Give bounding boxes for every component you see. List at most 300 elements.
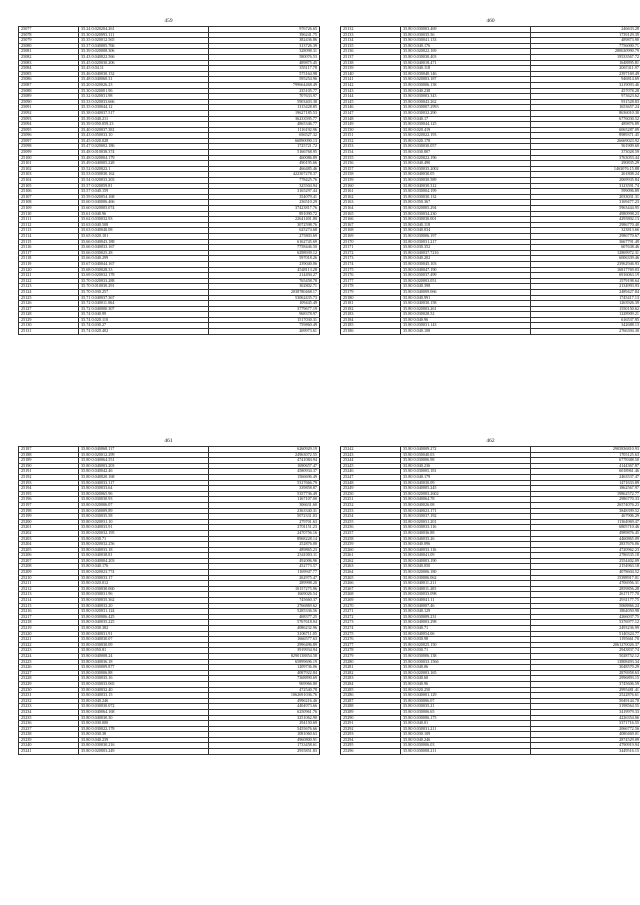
row-id-cell: 25226 bbox=[19, 665, 79, 671]
row-value-cell: 973623.62 bbox=[531, 94, 640, 100]
row-code-cell: 35.66 0.040.299 bbox=[79, 256, 209, 262]
row-id-cell: 25148 bbox=[341, 116, 401, 122]
row-code-cell: 35.80 0.050.367 bbox=[401, 200, 531, 206]
row-id-cell: 25188 bbox=[19, 452, 79, 458]
row-value-cell: 580076.53 bbox=[209, 54, 320, 60]
row-value-cell: 252876.00 bbox=[209, 542, 320, 548]
row-id-cell: 25240 bbox=[19, 743, 79, 749]
row-value-cell: 3123591.74 bbox=[531, 183, 640, 189]
page-number: 462 bbox=[486, 438, 495, 444]
row-code-cell: 35.66 0.040033.167 bbox=[79, 245, 209, 251]
row-value-cell: 575164.98 bbox=[209, 71, 320, 77]
row-code-cell: 35.60 0.040006.466 bbox=[79, 200, 209, 206]
row-value-cell: 1648895.81 bbox=[531, 60, 640, 66]
row-id-cell: 25277 bbox=[341, 642, 401, 648]
row-id-cell: 25242 bbox=[341, 447, 401, 453]
row-id-cell: 25100 bbox=[19, 155, 79, 161]
row-value-cell: 306631.60 bbox=[209, 502, 320, 508]
row-value-cell: 3919934.94 bbox=[209, 648, 320, 654]
row-id-cell: 25204 bbox=[19, 542, 79, 548]
row-id-cell: 25229 bbox=[19, 681, 79, 687]
row-value-cell: 325504.94 bbox=[209, 183, 320, 189]
row-value-cell: 13808493.34 bbox=[531, 659, 640, 665]
row-code-cell: 35.80 0.040033.117 bbox=[79, 480, 209, 486]
row-value-cell: 2996496.89 bbox=[209, 642, 320, 648]
row-code-cell: 35.80 0.040035.225 bbox=[79, 620, 209, 626]
row-id-cell: 25105 bbox=[19, 183, 79, 189]
row-value-cell: 36233595.77 bbox=[209, 116, 320, 122]
row-value-cell: 607638.46 bbox=[531, 245, 640, 251]
row-id-cell: 25153 bbox=[341, 144, 401, 150]
row-value-cell: 2986770.40 bbox=[531, 222, 640, 228]
row-code-cell: 35.43 0.050033.10 bbox=[79, 133, 209, 139]
row-value-cell: 2617177.70 bbox=[531, 592, 640, 598]
row-code-cell: 35.80 0.030003.343 bbox=[401, 94, 531, 100]
row-value-cell: 4960800.91 bbox=[209, 737, 320, 743]
row-id-cell: 25113 bbox=[19, 228, 79, 234]
row-value-cell: 472540.78 bbox=[209, 687, 320, 693]
row-id-cell: 25185 bbox=[341, 323, 401, 329]
row-code-cell: 35.80 0.040064.78 bbox=[401, 497, 531, 503]
row-value-cell: 15398917.01 bbox=[531, 575, 640, 581]
row-id-cell: 25120 bbox=[19, 267, 79, 273]
row-code-cell: 35.24 0.020204.261 bbox=[79, 27, 209, 33]
row-value-cell: 467906.29 bbox=[531, 514, 640, 520]
row-code-cell: 35.35 0.030044.12 bbox=[79, 105, 209, 111]
row-id-cell: 25101 bbox=[19, 161, 79, 167]
row-code-cell: 35.80 0.030005.181 bbox=[401, 469, 531, 475]
data-table bbox=[18, 446, 320, 755]
row-id-cell: 25128 bbox=[19, 312, 79, 318]
row-id-cell: 25191 bbox=[19, 469, 79, 475]
row-value-cell: 3251062.90 bbox=[209, 715, 320, 721]
row-id-cell: 25182 bbox=[341, 306, 401, 312]
row-code-cell: 35.30 0.020001.96 bbox=[79, 88, 209, 94]
row-code-cell: 35.80 0.040.96 bbox=[401, 317, 531, 323]
row-value-cell: 489865.23 bbox=[209, 547, 320, 553]
row-value-cell: 7758446.50 bbox=[209, 245, 320, 251]
row-id-cell: 25202 bbox=[19, 530, 79, 536]
row-id-cell: 25213 bbox=[19, 592, 79, 598]
row-code-cell: 35.80 0.040054.06 bbox=[401, 631, 531, 637]
row-code-cell: 35.80 0.030006.88 bbox=[79, 670, 209, 676]
row-value-cell: 759860.49 bbox=[209, 323, 320, 329]
row-id-cell: 25238 bbox=[19, 732, 79, 738]
row-code-cell: 35.80 0.040.17 bbox=[401, 116, 531, 122]
row-value-cell: 262975.47 bbox=[209, 575, 320, 581]
page-number: 459 bbox=[164, 18, 173, 24]
row-id-cell: 25171 bbox=[341, 245, 401, 251]
row-code-cell: 35.80 0.040005.245 bbox=[401, 486, 531, 492]
row-id-cell: 25145 bbox=[341, 99, 401, 105]
row-id-cell: 25151 bbox=[341, 133, 401, 139]
row-code-cell: 35.80 0.030044.125 bbox=[401, 122, 531, 128]
row-value-cell: 597018.26 bbox=[209, 256, 320, 262]
row-code-cell: 35.80 0.040.176 bbox=[79, 564, 209, 570]
row-value-cell: 2363340.31 bbox=[209, 508, 320, 514]
row-id-cell: 25170 bbox=[341, 239, 401, 245]
row-id-cell: 25096 bbox=[19, 133, 79, 139]
row-value-cell: 452773.57 bbox=[209, 564, 320, 570]
row-code-cell: 35.80 0.030.352 bbox=[401, 245, 531, 251]
row-code-cell: 35.80 0.040009.066 bbox=[401, 289, 531, 295]
row-code-cell: 35.80 0.040068.117 bbox=[79, 447, 209, 453]
row-id-cell: 25212 bbox=[19, 586, 79, 592]
row-id-cell: 25257 bbox=[341, 530, 401, 536]
row-id-cell: 25177 bbox=[341, 278, 401, 284]
row-id-cell: 25161 bbox=[341, 189, 401, 195]
row-value-cell: 2876958.63 bbox=[531, 670, 640, 676]
row-id-cell: 25221 bbox=[19, 637, 79, 643]
row-value-cell: 23962946.93 bbox=[531, 261, 640, 267]
row-code-cell: 35.80 0.020025.150 bbox=[401, 642, 531, 648]
row-value-cell: 3106711.05 bbox=[209, 631, 320, 637]
row-id-cell: 25198 bbox=[19, 508, 79, 514]
page-459 bbox=[18, 16, 319, 335]
row-code-cell: 35.80 0.030006.138 bbox=[401, 82, 531, 88]
row-value-cell: 275803.69 bbox=[209, 233, 320, 239]
row-value-cell: 1579198.64 bbox=[531, 278, 640, 284]
row-value-cell: 595254.96 bbox=[209, 77, 320, 83]
row-code-cell: 35.80 0.040030.30 bbox=[79, 715, 209, 721]
page-number: 460 bbox=[486, 18, 495, 24]
row-value-cell: 313726.39 bbox=[209, 43, 320, 49]
row-id-cell: 25225 bbox=[19, 659, 79, 665]
row-id-cell: 25115 bbox=[19, 239, 79, 245]
row-code-cell: 35.80 0.030031.143 bbox=[401, 323, 531, 329]
row-code-cell: 35.80 0.040.490 bbox=[401, 161, 531, 167]
row-code-cell: 35.80 0.030035.21 bbox=[401, 704, 531, 710]
row-id-cell: 25254 bbox=[341, 514, 401, 520]
row-id-cell: 25124 bbox=[19, 289, 79, 295]
row-value-cell: 1228909.21 bbox=[531, 312, 640, 318]
row-id-cell: 25282 bbox=[341, 670, 401, 676]
row-code-cell: 35.80 0.030033.1566 bbox=[401, 659, 531, 665]
page-461 bbox=[18, 436, 319, 755]
row-code-cell: 35.80 0.030031.96 bbox=[79, 592, 209, 598]
row-id-cell: 25248 bbox=[341, 480, 401, 486]
row-code-cell: 35.80 0.030035.58 bbox=[79, 514, 209, 520]
row-code-cell: 35.80 0.020065.96 bbox=[79, 491, 209, 497]
row-value-cell: 5140324.77 bbox=[531, 631, 640, 637]
row-code-cell: 35.80 0.030030.09 bbox=[79, 642, 209, 648]
row-id-cell: 25162 bbox=[341, 194, 401, 200]
row-code-cell: 35.80 0.020003.187 bbox=[401, 77, 531, 83]
row-code-cell: 35.52 0.020022.1 bbox=[79, 166, 209, 172]
row-id-cell: 25233 bbox=[19, 704, 79, 710]
row-id-cell: 25141 bbox=[341, 77, 401, 83]
row-code-cell: 35.72 0.040000.307 bbox=[79, 306, 209, 312]
row-id-cell: 25209 bbox=[19, 570, 79, 576]
row-code-cell: 35.80 0.020.419 bbox=[401, 127, 531, 133]
row-code-cell: 35.46 0.040030.152 bbox=[79, 71, 209, 77]
row-id-cell: 25296 bbox=[341, 749, 401, 755]
row-value-cell: 460086.89 bbox=[209, 155, 320, 161]
row-code-cell: 35.80 0.040.050 bbox=[401, 564, 531, 570]
row-code-cell: 35.80 0.030030.216 bbox=[79, 743, 209, 749]
row-value-cell: 396241.75 bbox=[209, 32, 320, 38]
row-code-cell: 35.80 0.040.96 bbox=[401, 681, 531, 687]
row-value-cell: 2766394.30 bbox=[531, 329, 640, 335]
row-value-cell: 16817769.03 bbox=[531, 267, 640, 273]
row-value-cell: 5371716.55 bbox=[531, 721, 640, 727]
row-id-cell: 25090 bbox=[19, 99, 79, 105]
row-code-cell: 35.80 0.030022.178 bbox=[79, 726, 209, 732]
row-id-cell: 25126 bbox=[19, 301, 79, 307]
row-value-cell: 492006.96 bbox=[209, 558, 320, 564]
row-value-cell: 302802.71 bbox=[209, 284, 320, 290]
row-value-cell: 2134993.93 bbox=[531, 284, 640, 290]
row-id-cell: 25255 bbox=[341, 519, 401, 525]
row-code-cell: 35.80 0.040.202 bbox=[401, 256, 531, 262]
row-code-cell: 35.53 0.030030.162 bbox=[79, 172, 209, 178]
row-id-cell: 25194 bbox=[19, 486, 79, 492]
row-code-cell: 35.80 0.020.178 bbox=[401, 138, 531, 144]
row-code-cell: 35.80 0.030035.362 bbox=[79, 598, 209, 604]
row-code-cell: 35.80 0.040011.205 bbox=[401, 586, 531, 592]
row-code-cell: 35.80 0.030033.116 bbox=[401, 525, 531, 531]
row-value-cell: 4790919.94 bbox=[531, 743, 640, 749]
row-id-cell: 25265 bbox=[341, 575, 401, 581]
row-value-cell: 279701.63 bbox=[209, 519, 320, 525]
row-code-cell: 35.80 0.030009.89 bbox=[79, 508, 209, 514]
row-id-cell: 25253 bbox=[341, 508, 401, 514]
row-id-cell: 25168 bbox=[341, 228, 401, 234]
row-id-cell: 25285 bbox=[341, 687, 401, 693]
row-value-cell: 5072331.03 bbox=[209, 514, 320, 520]
row-id-cell: 25246 bbox=[341, 469, 401, 475]
row-value-cell: 6778388.50 bbox=[531, 458, 640, 464]
row-value-cell: 2996893.15 bbox=[531, 676, 640, 682]
row-code-cell: 35.80 0.040.236 bbox=[401, 463, 531, 469]
row-value-cell: 4865346.77 bbox=[209, 122, 320, 128]
row-value-cell: 2493236.99 bbox=[531, 626, 640, 632]
row-code-cell: 35.80 0.040.096 bbox=[401, 542, 531, 548]
row-value-cell: 5028752.12 bbox=[531, 653, 640, 659]
row-code-cell: 35.80 0.030006.062 bbox=[401, 575, 531, 581]
row-id-cell: 25203 bbox=[19, 536, 79, 542]
row-id-cell: 25176 bbox=[341, 273, 401, 279]
row-id-cell: 25110 bbox=[19, 211, 79, 217]
row-code-cell: 35.80 0.030006.175 bbox=[401, 715, 531, 721]
row-value-cell: 1739129.39 bbox=[531, 32, 640, 38]
row-code-cell: 35.40 0.020037.381 bbox=[79, 127, 209, 133]
row-value-cell: 1195661.70 bbox=[531, 637, 640, 643]
row-id-cell: 25199 bbox=[19, 514, 79, 520]
row-value-cell: 2470756.16 bbox=[209, 530, 320, 536]
row-value-cell: 1653657.24 bbox=[531, 105, 640, 111]
row-id-cell: 25175 bbox=[341, 267, 401, 273]
row-code-cell: 35.80 0.030006.07 bbox=[401, 698, 531, 704]
row-id-cell: 25181 bbox=[341, 301, 401, 307]
row-code-cell: 35.80 0.020006.07 bbox=[79, 502, 209, 508]
row-id-cell: 25184 bbox=[341, 317, 401, 323]
row-value-cell: 2489427.84 bbox=[531, 289, 640, 295]
row-code-cell: 35.38 0.040037.517 bbox=[79, 110, 209, 116]
row-code-cell: 35.80 0.040030.05 bbox=[401, 172, 531, 178]
row-id-cell: 25154 bbox=[341, 150, 401, 156]
row-code-cell: 35.80 0.040036.18 bbox=[79, 659, 209, 665]
row-id-cell: 25292 bbox=[341, 726, 401, 732]
row-value-cell: 745660.37 bbox=[209, 598, 320, 604]
row-value-cell: 26574076.23 bbox=[531, 502, 640, 508]
row-id-cell: 25193 bbox=[19, 480, 79, 486]
row-code-cell: 35.80 0.030028.52 bbox=[401, 312, 531, 318]
row-value-cell: 4295802.13 bbox=[531, 217, 640, 223]
row-value-cell: 2995481.41 bbox=[531, 687, 640, 693]
row-id-cell: 25083 bbox=[19, 60, 79, 66]
row-id-cell: 25224 bbox=[19, 653, 79, 659]
row-code-cell: 35.80 0.040036.88 bbox=[401, 530, 531, 536]
row-value-cell: 1733458.61 bbox=[209, 743, 320, 749]
row-value-cell: 24963072.55 bbox=[209, 452, 320, 458]
row-id-cell: 25160 bbox=[341, 183, 401, 189]
row-code-cell: 35.80 0.020012.299 bbox=[79, 452, 209, 458]
row-value-cell: 2154963.18 bbox=[531, 564, 640, 570]
row-code-cell: 35.45 0.020.028 bbox=[79, 138, 209, 144]
row-code-cell: 35.49 0.040005.228 bbox=[79, 161, 209, 167]
row-value-cell: 422307278.37 bbox=[209, 172, 320, 178]
row-code-cell: 35.80 0.040033.20 bbox=[79, 603, 209, 609]
row-value-cell: 2038780468.17 bbox=[209, 289, 320, 295]
row-id-cell: 25089 bbox=[19, 94, 79, 100]
row-value-cell: 3449516.15 bbox=[531, 749, 640, 755]
row-code-cell: 35.47 0.020002.186 bbox=[79, 144, 209, 150]
row-value-cell: 656527.32 bbox=[209, 133, 320, 139]
data-table bbox=[340, 26, 640, 335]
row-id-cell: 25097 bbox=[19, 138, 79, 144]
row-code-cell: 35.72 0.040011.064 bbox=[79, 301, 209, 307]
row-id-cell: 25211 bbox=[19, 581, 79, 587]
row-value-cell: 2859856.28 bbox=[531, 586, 640, 592]
row-value-cell: 5767618.04 bbox=[209, 620, 320, 626]
row-value-cell: 490195.66 bbox=[209, 161, 320, 167]
row-code-cell: 35.80 0.030030.001 bbox=[401, 217, 531, 223]
row-id-cell: 25237 bbox=[19, 726, 79, 732]
row-code-cell: 35.80 0.030040.03 bbox=[401, 452, 531, 458]
row-id-cell: 25143 bbox=[341, 88, 401, 94]
row-code-cell: 35.30 0.020093.111 bbox=[79, 32, 209, 38]
row-id-cell: 25132 bbox=[341, 27, 401, 33]
row-id-cell: 25098 bbox=[19, 144, 79, 150]
row-value-cell: 1209736.06 bbox=[209, 665, 320, 671]
row-id-cell: 25192 bbox=[19, 474, 79, 480]
row-id-cell: 25093 bbox=[19, 116, 79, 122]
row-id-cell: 25250 bbox=[341, 491, 401, 497]
row-code-cell: 35.80 0.030031.217 bbox=[401, 239, 531, 245]
row-id-cell: 25201 bbox=[19, 525, 79, 531]
row-value-cell: 561909.60 bbox=[531, 144, 640, 150]
row-value-cell: 7756000.71 bbox=[531, 43, 640, 49]
row-id-cell: 25102 bbox=[19, 166, 79, 172]
row-value-cell: 5317666.79 bbox=[209, 480, 320, 486]
row-value-cell: 2766869.62 bbox=[209, 603, 320, 609]
row-value-cell: 1169947.77 bbox=[209, 570, 320, 576]
row-id-cell: 25197 bbox=[19, 502, 79, 508]
row-code-cell: 35.80 0.040030.09 bbox=[401, 480, 531, 486]
row-value-cell: 19862572.77 bbox=[531, 491, 640, 497]
row-code-cell: 35.39 0.020008.306 bbox=[79, 49, 209, 55]
row-code-cell: 35.80 0.040031.91 bbox=[79, 631, 209, 637]
row-code-cell: 35.80 0.030.807 bbox=[401, 150, 531, 156]
row-id-cell: 25281 bbox=[341, 665, 401, 671]
row-id-cell: 25142 bbox=[341, 82, 401, 88]
row-code-cell: 35.80 0.030033.64 bbox=[79, 486, 209, 492]
row-id-cell: 25293 bbox=[341, 732, 401, 738]
row-value-cell: 328098.31 bbox=[209, 49, 320, 55]
row-id-cell: 25112 bbox=[19, 222, 79, 228]
row-id-cell: 25291 bbox=[341, 721, 401, 727]
row-code-cell: 35.80 0.040.991 bbox=[401, 295, 531, 301]
row-code-cell: 35.80 0.030035.2002 bbox=[401, 166, 531, 172]
row-code-cell: 35.80 0.020003.249 bbox=[79, 749, 209, 755]
row-code-cell: 35.70 0.030.257 bbox=[79, 289, 209, 295]
row-code-cell: 35.66 0.040043.188 bbox=[79, 239, 209, 245]
row-id-cell: 25259 bbox=[341, 542, 401, 548]
row-value-cell: 1550150.62 bbox=[531, 306, 640, 312]
row-id-cell: 25149 bbox=[341, 122, 401, 128]
row-id-cell: 25190 bbox=[19, 463, 79, 469]
row-value-cell: 707633.97 bbox=[209, 94, 320, 100]
row-value-cell: 3219093.46 bbox=[531, 82, 640, 88]
row-value-cell: 65899696.19 bbox=[209, 659, 320, 665]
row-id-cell: 25234 bbox=[19, 709, 79, 715]
row-id-cell: 25118 bbox=[19, 256, 79, 262]
row-value-cell: 1864050.98 bbox=[531, 609, 640, 615]
row-code-cell: 35.45 0.020030.206 bbox=[79, 60, 209, 66]
row-value-cell: 261808.24 bbox=[531, 172, 640, 178]
row-value-cell: 2986770.67 bbox=[531, 233, 640, 239]
row-value-cell: 10157275.96 bbox=[209, 586, 320, 592]
row-value-cell: 1566696.49 bbox=[209, 474, 320, 480]
row-id-cell: 25137 bbox=[341, 54, 401, 60]
row-code-cell: 35.80 0.030006.138 bbox=[401, 653, 531, 659]
row-code-cell: 35.80 0.030031.211 bbox=[401, 726, 531, 732]
row-code-cell: 35.80 0.040030.312 bbox=[401, 183, 531, 189]
row-code-cell: 35.80 0.040.118 bbox=[401, 222, 531, 228]
row-value-cell: 239040.06 bbox=[209, 261, 320, 267]
row-value-cell: 946814.69 bbox=[531, 77, 640, 83]
row-id-cell: 25134 bbox=[341, 38, 401, 44]
row-value-cell: 3667791.49 bbox=[531, 239, 640, 245]
row-id-cell: 25243 bbox=[341, 452, 401, 458]
row-id-cell: 25186 bbox=[341, 329, 401, 335]
row-id-cell: 25222 bbox=[19, 642, 79, 648]
row-value-cell: 6916063.19 bbox=[531, 273, 640, 279]
row-id-cell: 25081 bbox=[19, 49, 79, 55]
row-value-cell: 4266037.75 bbox=[531, 614, 640, 620]
row-value-cell: 931528.83 bbox=[531, 99, 640, 105]
row-id-cell: 25129 bbox=[19, 317, 79, 323]
row-id-cell: 25279 bbox=[341, 653, 401, 659]
row-code-cell: 35.80 0.040.176 bbox=[401, 43, 531, 49]
row-id-cell: 25156 bbox=[341, 161, 401, 167]
row-code-cell: 35.48 0.010038.374 bbox=[79, 150, 209, 156]
row-code-cell: 35.59 0.020054.168 bbox=[79, 194, 209, 200]
row-id-cell: 25230 bbox=[19, 687, 79, 693]
row-code-cell: 35.69 0.020032.178 bbox=[79, 273, 209, 279]
row-id-cell: 25157 bbox=[341, 166, 401, 172]
row-code-cell: 35.80 0.030032.290 bbox=[401, 110, 531, 116]
row-value-cell: 2341003.11 bbox=[209, 553, 320, 559]
row-value-cell: 6805710.46 bbox=[531, 525, 640, 531]
row-code-cell: 35.80 0.030007.2993 bbox=[401, 105, 531, 111]
row-id-cell: 25108 bbox=[19, 200, 79, 206]
row-id-cell: 25195 bbox=[19, 491, 79, 497]
row-code-cell: 35.63 0.040040.08 bbox=[79, 228, 209, 234]
row-id-cell: 25216 bbox=[19, 609, 79, 615]
row-id-cell: 25107 bbox=[19, 194, 79, 200]
